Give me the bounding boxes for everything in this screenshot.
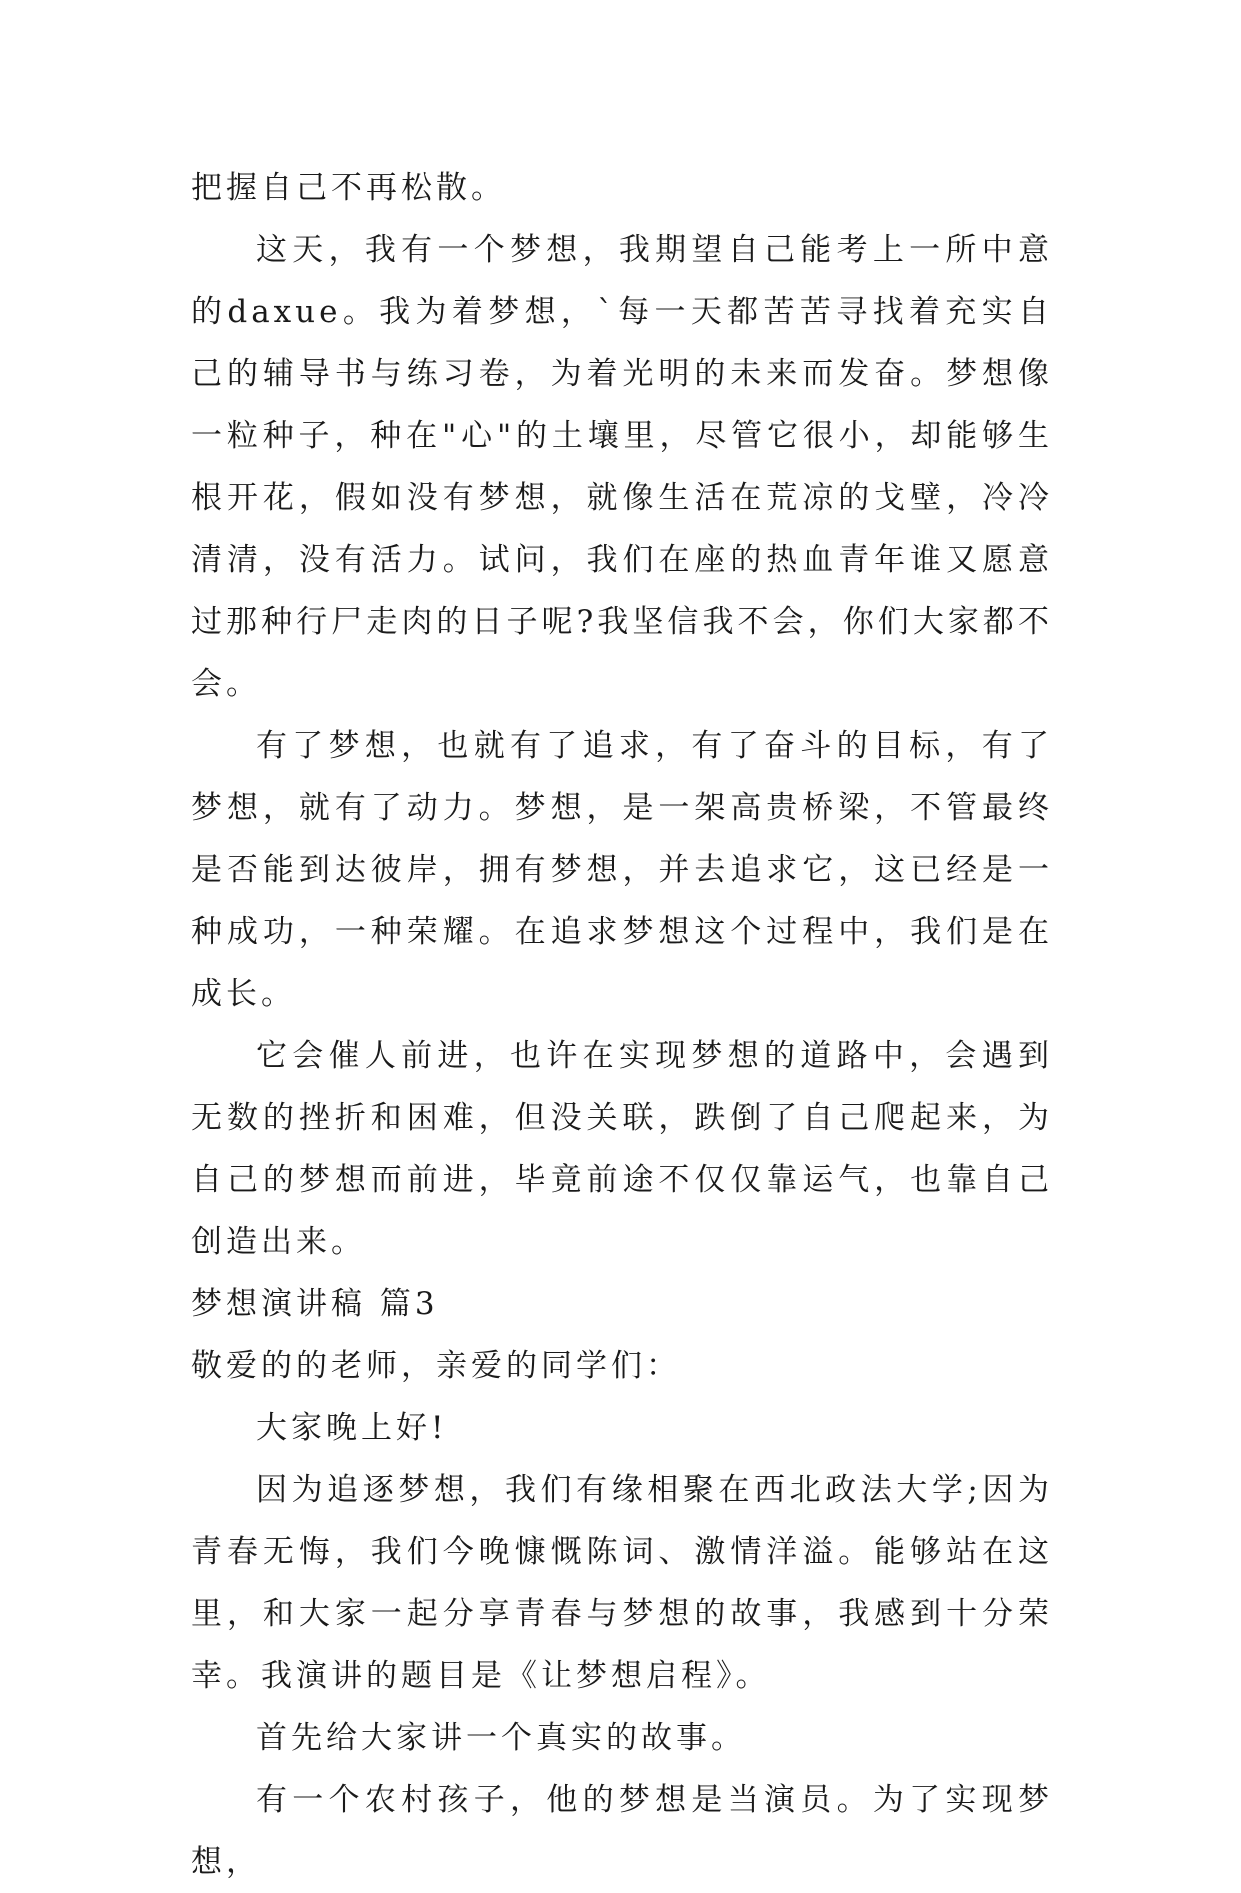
paragraph-7: 有一个农村孩子，他的梦想是当演员。为了实现梦想，: [191, 1782, 1053, 1880]
section-heading: 梦想演讲稿 篇3: [191, 1286, 439, 1322]
paragraph-4: 它会催人前进，也许在实现梦想的道路中，会遇到无数的挫折和困难，但没关联，跌倒了自己爬起来，为自己的梦想而前进，毕竟前途不仅仅靠运气，也靠自己创造出来。: [191, 1038, 1053, 1260]
paragraph-2: 这天，我有一个梦想，我期望自己能考上一所中意的daxue。我为着梦想，`每一天都苦苦寻找着充实自己的辅导书与练习卷，为着光明的未来而发奋。梦想像一粒种子，种在"心"的土壤里，尽管它很小，却能够生根开花，假如没有梦想，就像生活在荒凉的戈壁，冷冷清清，没有活力。试问，我们在座的热血青年谁又愿意过那种行尸走肉的日子呢?我坚信我不会，你们大家都不会。: [191, 232, 1053, 702]
paragraph-6: 首先给大家讲一个真实的故事。: [256, 1720, 746, 1756]
salutation: 敬爱的的老师，亲爱的同学们：: [191, 1348, 681, 1384]
document-body: [191, 157, 1053, 1893]
paragraph-3: 有了梦想，也就有了追求，有了奋斗的目标，有了梦想，就有了动力。梦想，是一架高贵桥梁，不管最终是否能到达彼岸，拥有梦想，并去追求它，这已经是一种成功，一种荣耀。在追求梦想这个过程中，我们是在成长。: [191, 728, 1053, 1012]
greeting: 大家晚上好!: [256, 1410, 448, 1446]
paragraph-1: 把握自己不再松散。: [191, 170, 506, 206]
paragraph-5: 因为追逐梦想，我们有缘相聚在西北政法大学;因为青春无悔，我们今晚慷慨陈词、激情洋溢。能够站在这里，和大家一起分享青春与梦想的故事，我感到十分荣幸。我演讲的题目是《让梦想启程》。: [191, 1472, 1053, 1694]
